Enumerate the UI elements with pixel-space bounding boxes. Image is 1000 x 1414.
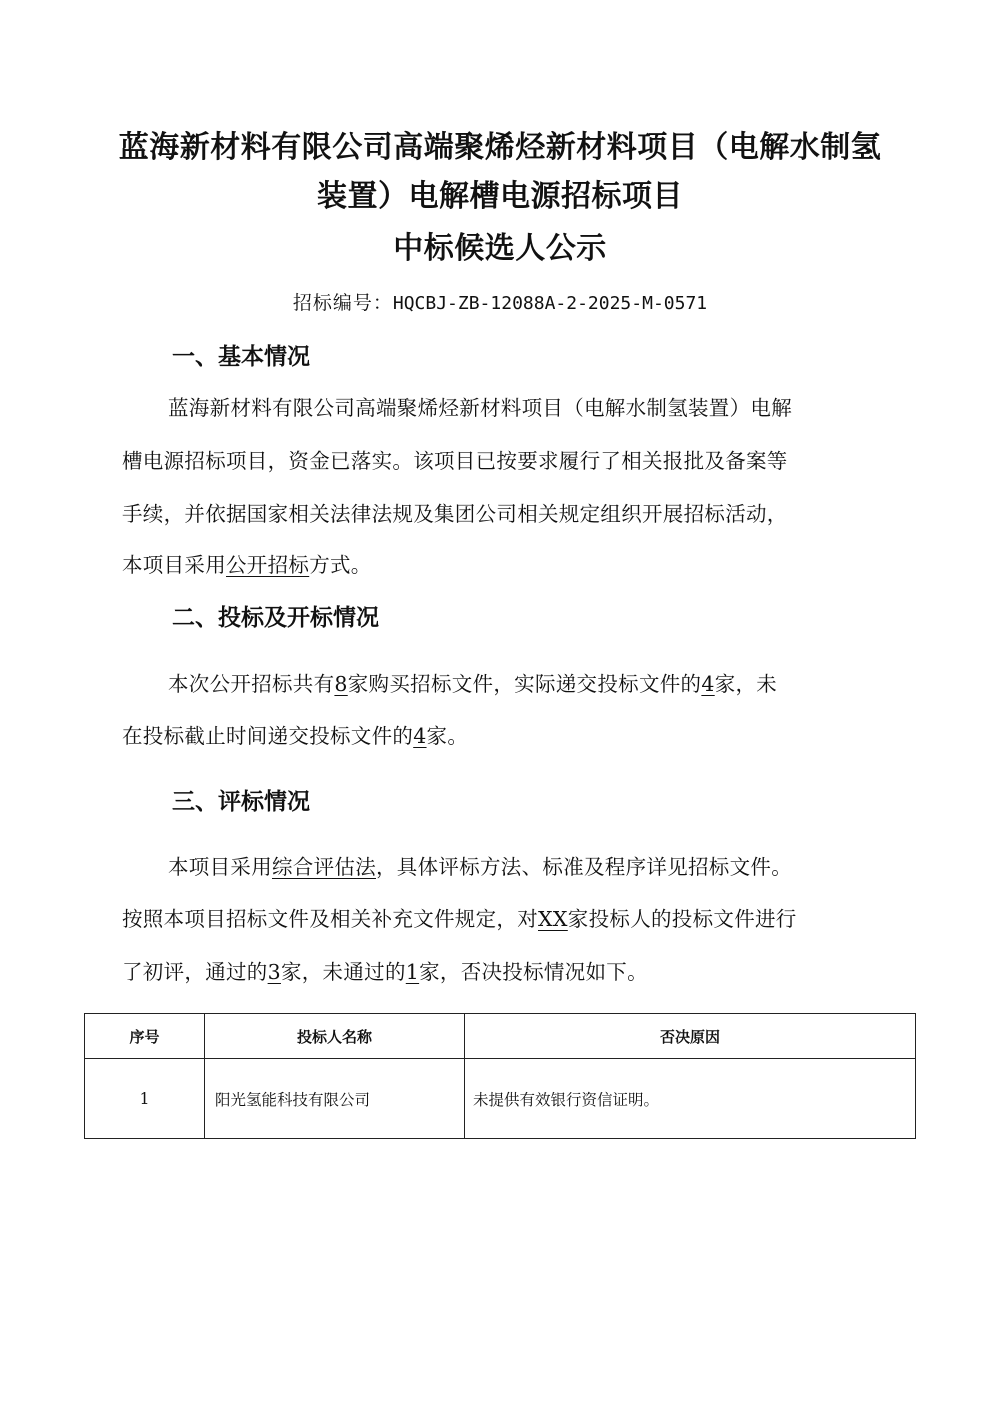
table-row [85,1059,916,1139]
header-reject-reason: 否决原因 [465,1014,916,1059]
cell-reject-reason: 未提供有效银行资信证明。 [465,1059,916,1139]
section-heading-basic: 一、基本情况 [172,344,310,370]
cell-bidder-name: 阳光氢能科技有限公司 [205,1059,465,1139]
text-run: 按照本项目招标文件及相关补充文件规定，对 [122,907,538,931]
paragraph-line: 手续，并依据国家相关法律法规及集团公司相关规定组织开展招标活动， [122,502,788,526]
text-run: 家，未通过的 [280,960,406,984]
title-line-2: 装置）电解槽电源招标项目 [317,179,683,214]
failed-count: 1 [405,960,420,984]
text-run: 家，未 [714,672,778,696]
section-heading-bidding: 二、投标及开标情况 [172,605,379,631]
text-run: 本次公开招标共有 [168,672,335,696]
procurement-method: 公开招标 [226,553,310,577]
text-run: 了初评，通过的 [122,960,268,984]
evaluation-method: 综合评估法 [272,855,376,879]
purchased-count: 8 [334,672,348,696]
text-run: 家。 [426,724,469,748]
text-run: 方式。 [309,553,372,577]
passed-count: 3 [267,960,281,984]
paragraph-line: 蓝海新材料有限公司高端聚烯烃新材料项目（电解水制氢装置）电解 [168,396,792,420]
cell-serial: 1 [85,1059,205,1139]
paragraph-line [122,904,797,934]
paragraph-line [122,957,648,987]
submitted-count: 4 [701,672,715,696]
on-time-count: 4 [413,724,427,748]
header-bidder-name: 投标人名称 [205,1014,465,1059]
title-line-3: 中标候选人公示 [393,231,607,266]
paragraph-line [168,669,777,699]
bid-number-label: 招标编号： [292,292,393,314]
bid-number-value: HQCBJ-ZB-12088A-2-2025-M-0571 [392,293,708,314]
rejection-table [84,1013,916,1139]
text-run: 家，否决投标情况如下。 [419,960,648,984]
text-run: 家投标人的投标文件进行 [567,907,797,931]
bidder-count: XX [538,907,568,931]
text-run: 在投标截止时间递交投标文件的 [122,724,414,748]
title-line-1: 蓝海新材料有限公司高端聚烯烃新材料项目（电解水制氢 [118,130,882,165]
paragraph-line [122,550,372,580]
table-header-row [85,1014,916,1059]
bid-number [0,288,1000,319]
text-run: 家购买招标文件，实际递交投标文件的 [347,672,702,696]
paragraph-line: 槽电源招标项目，资金已落实。该项目已按要求履行了相关报批及备案等 [122,449,788,473]
paragraph-line [122,721,468,751]
text-run: ，具体评标方法、标准及程序详见招标文件。 [376,855,792,879]
header-serial: 序号 [85,1014,205,1059]
text-run: 本项目采用 [122,553,226,577]
section-heading-evaluation: 三、评标情况 [172,789,310,815]
paragraph-line [168,852,792,882]
text-run: 本项目采用 [168,855,272,879]
